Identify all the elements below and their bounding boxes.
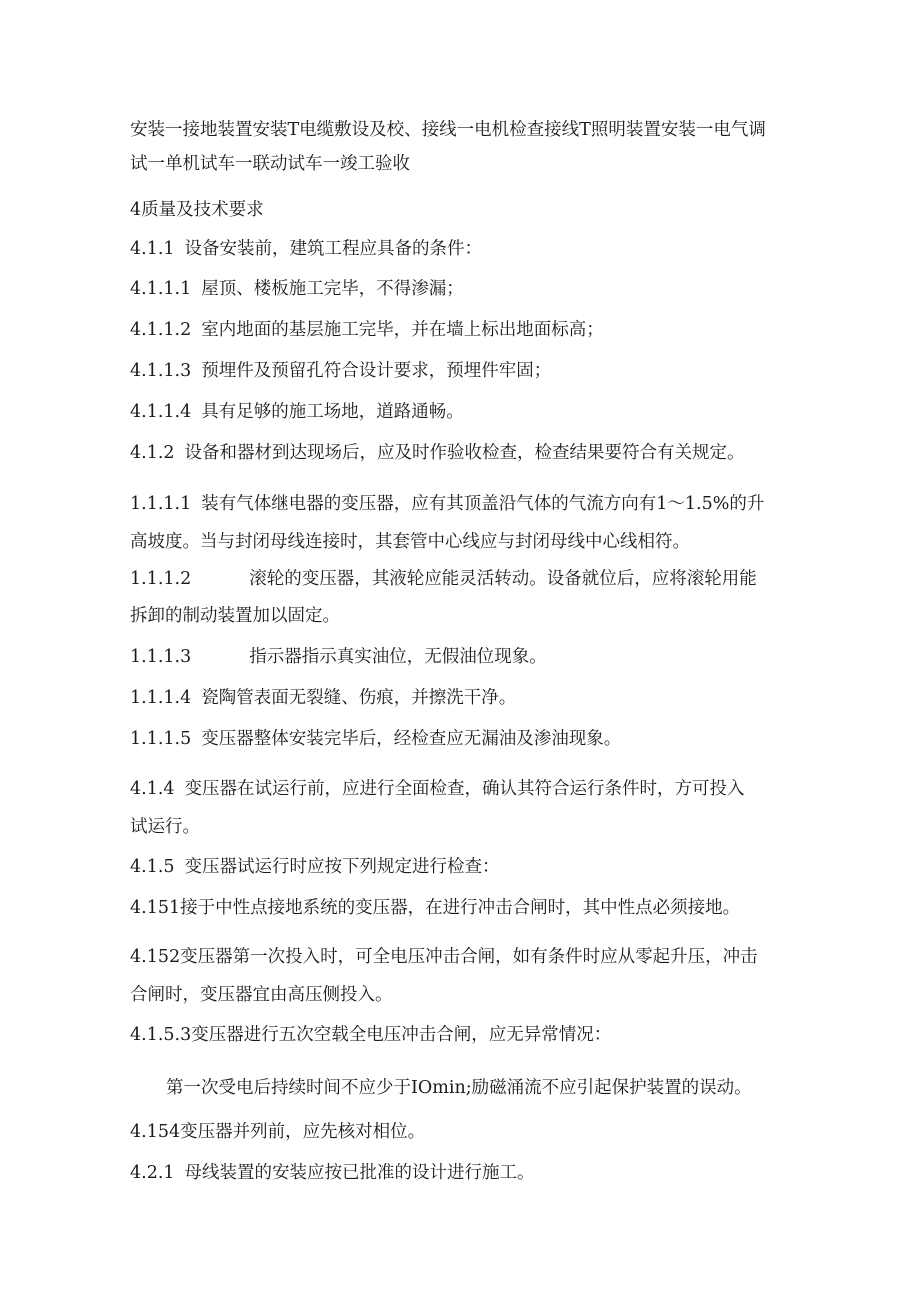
clause-text: 拆卸的制动装置加以固定。 xyxy=(130,606,340,626)
clause-number: 4.1.1.1 xyxy=(130,279,192,299)
clause-4-1-4 xyxy=(130,777,745,801)
clause-4-1-5-2-cont xyxy=(130,983,393,1007)
section-heading xyxy=(130,198,264,222)
paragraph-text: 安装一接地装置安装T电缆敷设及校、接线一电机检查接线T照明装置安装一电气调 xyxy=(130,120,766,140)
clause-1-1-1-2-cont xyxy=(130,604,340,628)
clause-text: 屋顶、楼板施工完毕，不得渗漏； xyxy=(201,279,464,299)
clause-number: 4.1.1 xyxy=(130,239,175,259)
clause-number: 4.1.4 xyxy=(130,779,175,799)
clause-4-1-5-3-detail xyxy=(166,1076,752,1100)
clause-4-1-5-4 xyxy=(130,1120,425,1144)
clause-text: 高坡度。当与封闭母线连接时，其套管中心线应与封闭母线中心线相符。 xyxy=(130,532,690,552)
clause-number: 1.1.1.3 xyxy=(130,647,192,667)
clause-4-1-4-cont xyxy=(130,815,200,839)
clause-number: 1.1.1.5 xyxy=(130,729,192,749)
clause-4-1-5 xyxy=(130,855,500,879)
clause-text: 滚轮的变压器，其液轮应能灵活转动。设备就位后，应将滚轮用能 xyxy=(249,569,757,589)
clause-number: 4.1.2 xyxy=(130,443,175,463)
clause-1-1-1-5 xyxy=(130,727,621,751)
clause-text: 4.1.5.3变压器进行五次空载全电压冲击合闸，应无异常情况： xyxy=(130,1025,612,1045)
clause-text: 变压器在试运行前，应进行全面检查，确认其符合运行条件时，方可投入 xyxy=(184,779,745,799)
clause-text: 瓷陶管表面无裂缝、伤痕，并擦洗干净。 xyxy=(201,688,517,708)
clause-number: 4.1.1.3 xyxy=(130,361,192,381)
clause-1-1-1-1 xyxy=(130,492,764,516)
clause-1-1-1-3 xyxy=(130,645,547,669)
clause-number: 4.1.1.2 xyxy=(130,320,192,340)
paragraph-text: 试一单机试车一联动试车一竣工验收 xyxy=(130,154,410,174)
clause-number: 4.2.1 xyxy=(130,1163,175,1183)
clause-text: 装有气体继电器的变压器，应有其顶盖沿气体的气流方向有1～1.5%的升 xyxy=(201,494,765,514)
paragraph-install-sequence-cont xyxy=(130,152,410,176)
clause-4-1-1-4 xyxy=(130,400,464,424)
clause-text: 指示器指示真实油位，无假油位现象。 xyxy=(249,647,547,667)
clause-4-1-1-1 xyxy=(130,277,464,301)
clause-4-1-5-3 xyxy=(130,1023,611,1047)
clause-text: 设备和器材到达现场后，应及时作验收检查，检查结果要符合有关规定。 xyxy=(184,443,745,463)
clause-text: 设备安装前，建筑工程应具备的条件： xyxy=(184,239,483,259)
clause-text: 母线装置的安装应按已批准的设计进行施工。 xyxy=(184,1163,535,1183)
clause-1-1-1-1-cont xyxy=(130,530,690,554)
clause-1-1-1-2 xyxy=(130,567,757,591)
clause-text: 室内地面的基层施工完毕，并在墙上标出地面标高； xyxy=(201,320,604,340)
clause-number: 1.1.1.4 xyxy=(130,688,192,708)
clause-text: 4.152变压器第一次投入时，可全电压冲击合闸，如有条件时应从零起升压，冲击 xyxy=(130,947,758,967)
clause-number: 1.1.1.1 xyxy=(130,494,192,514)
clause-number: 1.1.1.2 xyxy=(130,569,192,589)
clause-4-1-1-3 xyxy=(130,359,551,383)
clause-4-1-2 xyxy=(130,441,745,465)
clause-4-1-5-2 xyxy=(130,945,758,969)
clause-text: 预埋件及预留孔符合设计要求，预埋件牢固； xyxy=(201,361,552,381)
clause-4-1-1-2 xyxy=(130,318,604,342)
paragraph-install-sequence xyxy=(130,118,766,142)
clause-text: 4.151接于中性点接地系统的变压器，在进行冲击合闸时，其中性点必须接地。 xyxy=(130,898,741,918)
clause-1-1-1-4 xyxy=(130,686,516,710)
clause-4-2-1 xyxy=(130,1161,535,1185)
clause-4-1-1 xyxy=(130,237,482,261)
clause-text: 合闸时，变压器宜由高压侧投入。 xyxy=(130,985,393,1005)
clause-text: 第一次受电后持续时间不应少于IOmin;励磁涌流不应引起保护装置的误动。 xyxy=(166,1078,752,1098)
clause-text: 试运行。 xyxy=(130,817,200,837)
clause-text: 变压器试运行时应按下列规定进行检查： xyxy=(184,857,500,877)
clause-text: 具有足够的施工场地，道路通畅。 xyxy=(201,402,464,422)
clause-text: 4.154变压器并列前，应先核对相位。 xyxy=(130,1122,426,1142)
clause-text: 变压器整体安装完毕后，经检查应无漏油及渗油现象。 xyxy=(201,729,622,749)
section-heading-text: 4质量及技术要求 xyxy=(130,200,264,220)
clause-number: 4.1.5 xyxy=(130,857,175,877)
clause-number: 4.1.1.4 xyxy=(130,402,192,422)
clause-4-1-5-1 xyxy=(130,896,740,920)
